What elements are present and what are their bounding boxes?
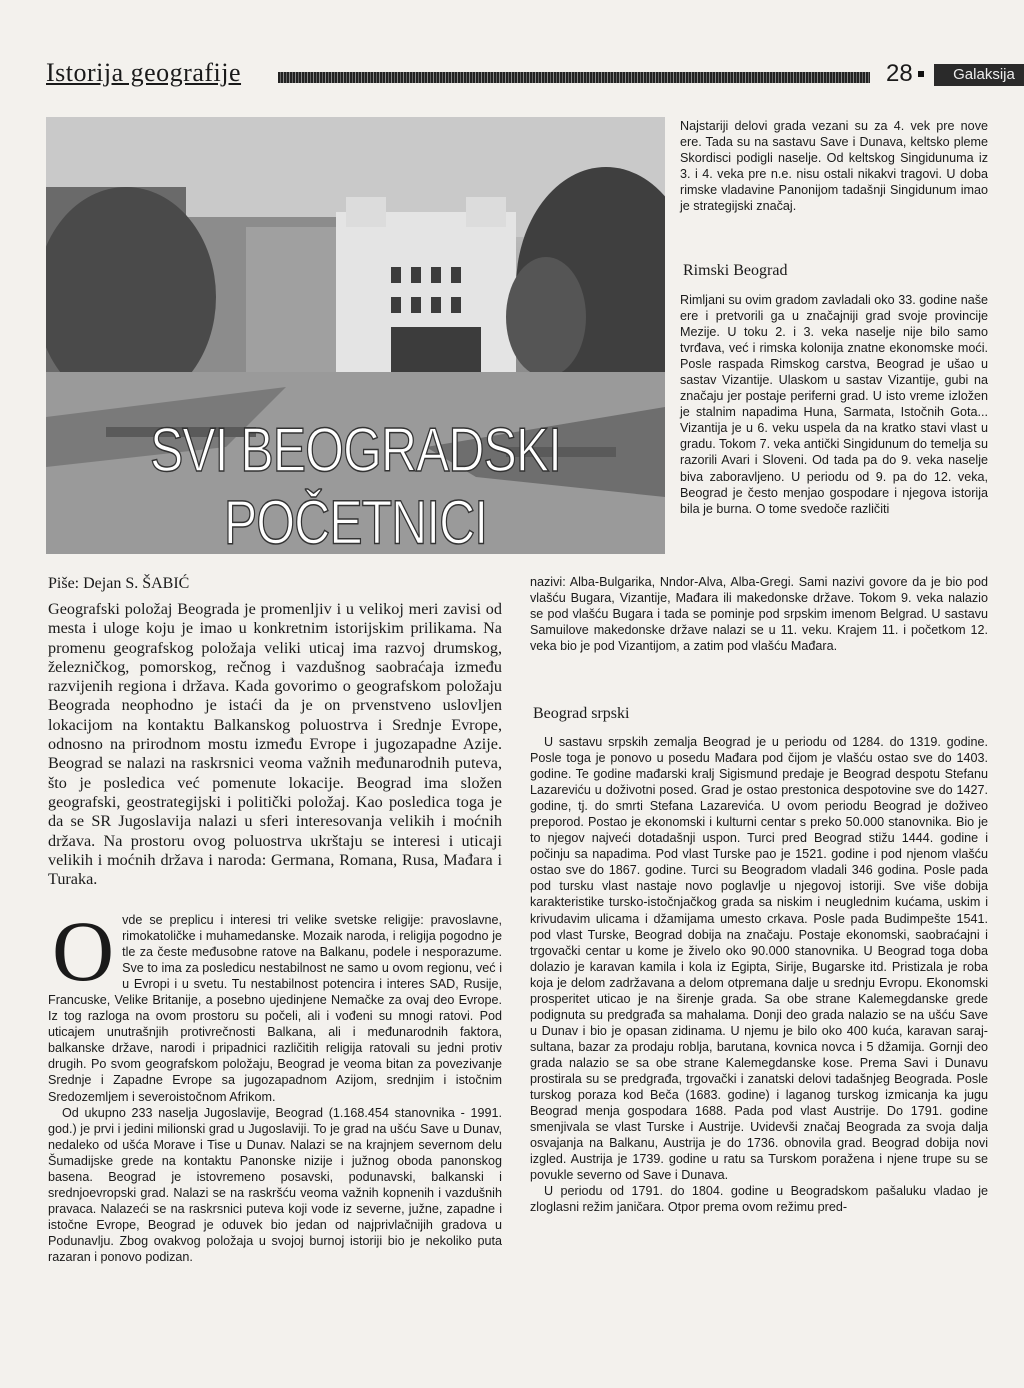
left-paragraph-2: Od ukupno 233 naselja Jugoslavije, Beograd (1.168.454 stanovnika - 1991. god.) je prvi i jedini milionski grad u Jugoslaviji. To je grad na ušću Save u Dunav, nedaleko od ušća Morave i Tise u Dunav. Nalazi se na krajnjem severnom delu Šumadijske grede na kontaktu Panonske nizije i južnog oboda panonskog basena. Beograd je istovremeno posavski, podunavski, balkanski i srednjoevropski grad. Nalazi se na raskršću veoma važnih kopnenih i vazdušnih pravaca. Nalazeći se na raskrsnici puteva koji vode iz severne, južne, zapadne i istočne Evrope, Beograd je oduvek bio jedan od najprivlačnijih gradova u Podunavlju. Zbog ovakvog položaja u svojoj burnoj istoriji bio je nekoliko puta razaran i ponovo podizan.	[48, 1105, 502, 1264]
header-rule	[278, 72, 870, 83]
srpski-paragraph-2: U periodu od 1791. do 1804. godine u Beogradskom pašaluku vladao je zloglasni režim janičara. Otpor prema ovom režimu pred-	[530, 1184, 988, 1215]
photo-title: SVI BEOGRADSKI POČETNICI	[149, 414, 562, 554]
left-column	[48, 903, 502, 1265]
byline: Piše: Dejan S. ŠABIĆ	[48, 575, 190, 592]
srpski-column	[530, 734, 988, 1215]
section-title: Istorija geografije	[46, 58, 242, 87]
rimski-paragraph-continued: nazivi: Alba-Bulgarika, Nndor-Alva, Alba-Gregi. Sami nazivi govore da je bio pod vlašću Bugara, Vizantije, Mađara ili makedonske države. Tokom 9. veka nalazio se pod vlašću Bugara i tada se pominje pod srpskim imenom Belgrad. U sastavu Samuilove makedonske države nalazi se u 11. veku. Krajem 11. i početkom 12. veka bio je pod Vizantijom, a zatim pod vlašću Mađara.	[530, 575, 988, 654]
heading-rimski-beograd: Rimski Beograd	[683, 262, 788, 279]
right-intro	[680, 118, 988, 214]
page-header	[46, 58, 1015, 92]
right-intro-paragraph: Najstariji delovi grada vezani su za 4. vek pre nove ere. Tada su na sastavu Save i Dunava, keltsko pleme Skordisci podigli naselje. Od keltskog Singidunuma iz 3. i 4. veka pre n.e. nisu ostali nikakvi tragovi. U doba rimske vladavine Panonijom tadašnji Singidunum imao je strategijski značaj.	[680, 119, 988, 214]
magazine-badge: Galaksija	[934, 64, 1024, 86]
srpski-paragraph-1: U sastavu srpskih zemalja Beograd je u periodu od 1284. do 1319. godine. Posle toga je ponovo u posedu Mađara pod čijom je vlašću ostao sve do 1403. godine. Te godine mađarski kralj Sigismund predaje je Beograd despotu Stefanu Lazareviću u doživotni posed. Grad je ostao prestonica despotovine sve do 1427. godine, tj. do smrti Stefana Lazarevića. U ovom periodu Beograd je doživeo preporod. Postao je ekonomski i kulturni centar s preko 50.000 stanovnika. Bio je to njegov najveći dotadašnji uspon. Turci pred Beograd stižu 1444. godine i počinju sa napadima. Pod vlast Turske pao je 1521. godine i pod njenom vlašću ostao sve do 1867. godine. Turci su Beogradom vladali 346 godina. Posle pada pod tursku vlast nastaje novo poglavlje u njegovoj istoriji. Sve više dobija karakteristike tursko-istočnjačkog grada sa niskim i neuglednim kućama, uskim i krivudavim ulicama i džamijama umesto crkava. Posle pada Budimpešte 1541. pod vlast Turske, Beograd dobija na značaju. Postaje ekonomski, saobraćajni i trgovački centar u kome je živelo oko 90.000 stanovnika. U Beograd toga doba dolazio je karavan kamila i kola iz Egipta, Sirije, Bugarske itd. Pristizala je roba koja je delom zadržavana a delom otpremana dalje u srednju Evropu. Ekonomski prosperitet uticao je na širenje grada. Sa obe strane Kalemegdanske grede podignuta su predgrađa sa mahalama. Donji deo grada nalazio se na ušću Save u Dunav i bio je opasan zidinama. U njemu je bilo oko 400 kuća, karavan saraj-sultana, bazar za prodaju roblja, barutana, kovnica novca i 5 džamija. Gornji deo grada nalazio se sa obe strane Kalemegdanske kose. Prema Savi i Dunavu prostirala su se predgrađa, trgovački i zanatski delovi tadašnjeg Beograda. Posle turskog poraza kod Beča (1683. godine) i laganog turskog izmicanja ka jugu Beograd menja gospodara 1688. Pada pod vlast Austrije. Do 1791. godine smenjivala se vlast Turske i Austrije. Uvidevši značaj Beograda za svoja dalja osvajanja na Balkanu, Austrija je do 1736. obnovila grad. Beograd dobija novi izgled. Austrija je 1739. godine u ratu sa Turskom poražena i njene trupe su se povukle severno od Save i Dunava.	[530, 735, 988, 1183]
lead-paragraph: Geografski položaj Beograda je promenljiv i u velikoj meri zavisi od mesta i uloge koju je imao u konkretnim istorijskim prilikama. Na promenu geografskog položaja veliki uticaj ima razvoj drumskog, železničkog, pomorskog, rečnog i vazdušnog saobraćaja između razvijenih regiona i država. Kada govorimo o geografskom položaju Beograda neophodno je istaći da je on prvenstveno uslovljen lokacijom na kontaktu Balkanskog poluostrva i Srednje Evrope, odnosno na prirodnom mostu između Evrope i jugozapadne Azije. Beograd se nalazi na raskrsnici veoma važnih međunarodnih puteva, što je posledica već pomenute lokacije. Beograd ima složen geografski, geostrategijski i politički položaj. Kao posledica toga je da se SR Jugoslavija nalazi u sferi interesovanja velikih i moćnih država. Na prostoru ovog poluostrva ukrštaju se interesi i uticaji velikih i moćnih država i naroda: Germana, Romana, Rusa, Mađara i Turaka.	[48, 600, 502, 889]
page-number: 28	[886, 60, 913, 87]
rimski-column	[680, 292, 988, 517]
rimski-paragraph: Rimljani su ovim gradom zavladali oko 33. godine naše ere i pretvorili ga u značajniji grad svoje provincije Mezije. U toku 2. i 3. veka naselje nije bilo samo tvrđava, već i rimska kolonija znatne ekonomske moći. Posle raspada Rimskog carstva, Beograd je ušao u sastav Vizantije. Ulaskom u sastav Vizantije, gubi na značaju jer postaje periferni grad. U isto vreme izložen je stalnim napadima Huna, Sarmata, Istočnih Gota... Vizantija je u 6. veku uspela da na kratko stavi vlast u gradu. Tokom 7. veka antički Singidunum do temelja su razorili Avari i Sloveni. Od tada pa do 9. veka naselje biva zaboravljeno. U periodu od 9. pa do 12. veka, Beograd je često menjao gospodare i njegova istorija bila je burna. O tome svedoče različiti	[680, 293, 988, 516]
left-paragraph-1: vde se preplicu i interesi tri velike svetske religije: pravoslavne, rimokatoličke i muhamedanske. Mozaik naroda, i religija pogodno je tle za česte međusobne ratove na Balkanu, podele i nesporazume. Sve to ima za posledicu nestabilnost ne samo u ovom regionu, već i u Evropi i u svetu. Tu nestabilnost potencira i interes SAD, Rusije, Francuske, Velike Britanije, a posebno ujedinjene Nemačke za ovaj deo Evrope. Iz tog razloga na ovom prostoru su počeli, ali i vođeni su mnogi ratovi. Pod uticajem unutrašnjih protivrečnosti Balkana, ali i međunarodnih faktora, balkanske države, narodi i pripadnici različitih religija ratovali su jedni protiv drugih. Po svom geografskom položaju, Beograd je veoma bitan za povezivanje Srednje i Zapadne Evrope sa jugozapadnom Azijom, srednjim i istočnim Sredozemljem i severoistočnom Afrikom.	[48, 913, 502, 1104]
rimski-column-continued	[530, 574, 988, 654]
belgrade-photo	[46, 117, 665, 554]
heading-beograd-srpski: Beograd srpski	[533, 705, 630, 722]
header-bullet	[918, 71, 924, 77]
dropcap: O	[52, 903, 115, 999]
